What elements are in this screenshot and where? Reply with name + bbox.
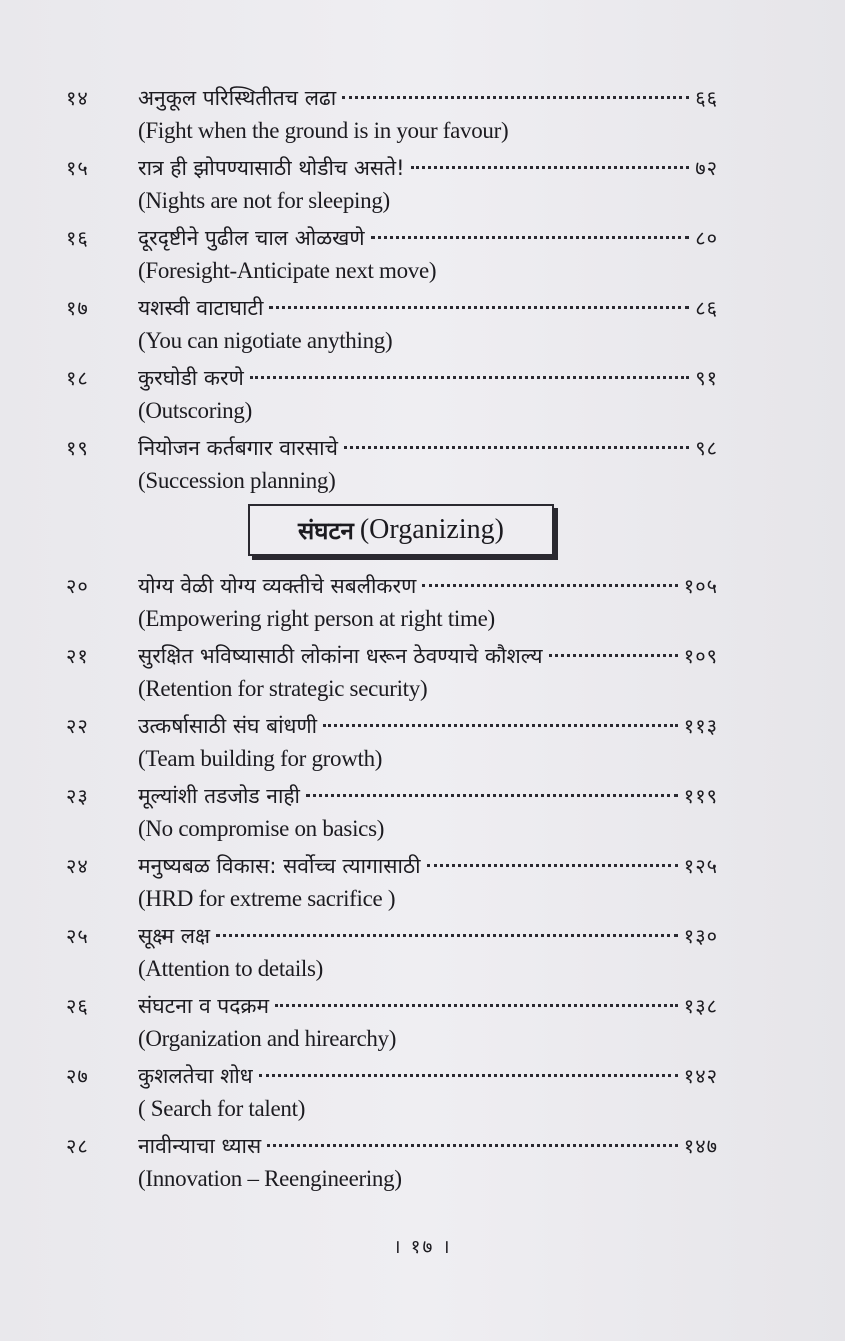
entry-subtitle: (Fight when the ground is in your favour) (138, 118, 509, 143)
entry-number: २६ (66, 994, 89, 1018)
entry-subtitle: (Team building for growth) (138, 746, 383, 771)
entry-title-line (138, 154, 718, 188)
entry-title: नावीन्याचा ध्यास (138, 1134, 262, 1158)
entry-title-line (138, 852, 718, 886)
entry-number: २४ (66, 854, 89, 878)
dot-leader (250, 376, 689, 379)
entry-subtitle: (Organization and hirearchy) (138, 1026, 397, 1051)
entry-number: २७ (66, 1064, 89, 1088)
entry-title-line (138, 364, 718, 398)
entry-title-line (138, 712, 718, 746)
entry-page: ९८ (695, 436, 718, 460)
dot-leader (269, 306, 689, 309)
entry-title-line (138, 642, 718, 676)
entry-subtitle: (Foresight-Anticipate next move) (138, 258, 437, 283)
entry-subtitle: (Innovation – Reengineering) (138, 1166, 402, 1191)
entry-title-line (138, 434, 718, 468)
section-heading-english: (Organizing) (359, 514, 504, 545)
dot-leader (371, 236, 690, 239)
dot-leader (342, 96, 689, 99)
dot-leader (427, 864, 678, 867)
section-heading-marathi: संघटन (298, 516, 354, 545)
entry-number: २१ (66, 644, 89, 668)
dot-leader (344, 446, 689, 449)
entry-subtitle: (Outscoring) (138, 398, 252, 423)
entry-subtitle: (Succession planning) (138, 468, 336, 493)
dot-leader (422, 584, 677, 587)
entry-title: मूल्यांशी तडजोड नाही (138, 784, 300, 808)
entry-title-line (138, 782, 718, 816)
entry-page: ८० (695, 226, 718, 250)
entry-number: १८ (66, 366, 89, 390)
entry-page: १३० (683, 924, 718, 948)
dot-leader (323, 724, 678, 727)
entry-subtitle: ( Search for talent) (138, 1096, 306, 1121)
entry-page: १२५ (683, 854, 718, 878)
entry-title-line (138, 1062, 718, 1096)
entry-subtitle: (Nights are not for sleeping) (138, 188, 390, 213)
entry-subtitle: (Attention to details) (138, 956, 324, 981)
entry-page: १०५ (683, 574, 718, 598)
entry-title-line (138, 84, 718, 118)
entry-page: १४२ (683, 1064, 718, 1088)
entry-title: मनुष्यबळ विकास: सर्वोच्च त्यागासाठी (138, 854, 421, 878)
entry-page: ८६ (695, 296, 718, 320)
entry-title: योग्य वेळी योग्य व्यक्तीचे सबलीकरण (138, 574, 417, 598)
entry-number: १९ (66, 436, 89, 460)
entry-subtitle: (No compromise on basics) (138, 816, 385, 841)
page-number: । १७ । (393, 1236, 452, 1258)
dot-leader (275, 1004, 678, 1007)
entry-page: ९१ (695, 366, 718, 390)
entry-subtitle: (HRD for extreme sacrifice ) (138, 886, 396, 911)
entry-title: कुशलतेचा शोध (138, 1064, 253, 1088)
entry-title-line (138, 224, 718, 258)
section-heading (248, 504, 554, 556)
entry-title: कुरघोडी करणे (138, 366, 244, 390)
dot-leader (306, 794, 678, 797)
entry-number: १६ (66, 226, 89, 250)
entry-title-line (138, 1132, 718, 1166)
entry-title: अनुकूल परिस्थितीतच लढा (138, 86, 337, 110)
entry-page: ७२ (695, 156, 718, 180)
entry-subtitle: (Retention for strategic security) (138, 676, 428, 701)
entry-title-line (138, 922, 718, 956)
entry-page: ११३ (683, 714, 718, 738)
dot-leader (267, 1144, 678, 1147)
entry-title-line (138, 992, 718, 1026)
entry-subtitle: (You can nigotiate anything) (138, 328, 393, 353)
entry-title: दूरदृष्टीने पुढील चाल ओळखणे (138, 226, 365, 250)
entry-number: २२ (66, 714, 89, 738)
entry-title: नियोजन कर्तबगार वारसाचे (138, 436, 338, 460)
entry-page: ६६ (695, 86, 718, 110)
dot-leader (549, 654, 678, 657)
dot-leader (259, 1074, 678, 1077)
entry-number: १५ (66, 156, 89, 180)
dot-leader (216, 934, 678, 937)
entry-page: १४७ (683, 1134, 718, 1158)
entry-page: १३८ (683, 994, 718, 1018)
entry-title: सुरक्षित भविष्यासाठी लोकांना धरून ठेवण्याचे कौशल्य (138, 644, 543, 668)
dot-leader (411, 166, 690, 169)
entry-number: २३ (66, 784, 89, 808)
entry-title: रात्र ही झोपण्यासाठी थोडीच असते! (138, 156, 405, 180)
entry-subtitle: (Empowering right person at right time) (138, 606, 495, 631)
entry-page: १०९ (683, 644, 718, 668)
entry-number: १४ (66, 86, 89, 110)
entry-title-line (138, 294, 718, 328)
entry-number: २५ (66, 924, 89, 948)
entry-title: उत्कर्षासाठी संघ बांधणी (138, 714, 318, 738)
entry-number: २८ (66, 1134, 89, 1158)
entry-number: २० (66, 574, 89, 598)
entry-page: ११९ (683, 784, 718, 808)
entry-number: १७ (66, 296, 89, 320)
entry-title-line (138, 572, 718, 606)
entry-title: सूक्ष्म लक्ष (138, 924, 211, 948)
entry-title: यशस्वी वाटाघाटी (138, 296, 264, 320)
entry-title: संघटना व पदक्रम (138, 994, 270, 1018)
